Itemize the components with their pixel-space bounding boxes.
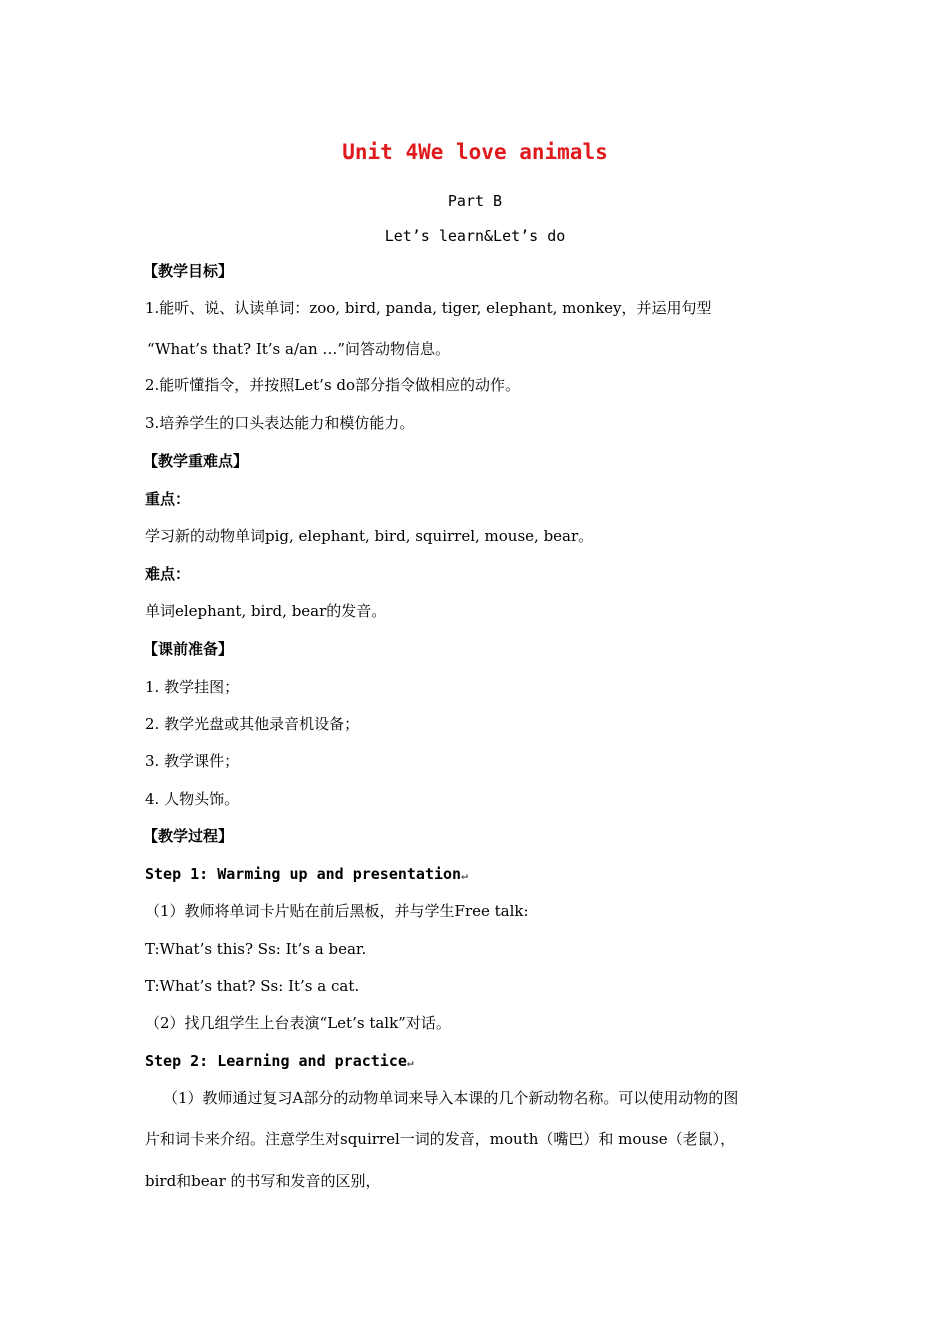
objective-1-line-1: 1.能听、说、认读单词：zoo, bird, panda, tiger, elephant, monkey，并运用句型 xyxy=(145,299,712,317)
step-2-title-text: Step 2: Learning and practice xyxy=(145,1052,407,1070)
difficulty-text: 单词elephant, bird, bear的发音。 xyxy=(145,602,387,620)
focus-label: 重点： xyxy=(145,490,191,508)
step-2-paragraph-1-line-3: bird和bear 的书写和发音的区别， xyxy=(145,1172,381,1190)
objective-1-line-2: “What’s that? It’s a/an …”问答动物信息。 xyxy=(147,340,451,358)
lesson-subtitle: Let’s learn&Let’s do xyxy=(384,227,566,245)
objective-3: 3.培养学生的口头表达能力和模仿能力。 xyxy=(145,414,415,432)
step-2-paragraph-1-line-2: 片和词卡来介绍。注意学生对squirrel一词的发音，mouth（嘴巴）和 mouse（老鼠）， xyxy=(145,1130,736,1148)
objectives-heading: 【教学目标】 xyxy=(143,262,234,280)
difficulty-label: 难点： xyxy=(145,565,191,583)
paragraph-mark-icon: ↵ xyxy=(406,1056,414,1069)
preparation-item-4: 4. 人物头饰。 xyxy=(145,790,240,808)
preparation-item-1: 1. 教学挂图； xyxy=(145,678,240,696)
step-2-paragraph-1-line-1: （1）教师通过复习A部分的动物单词来导入本课的几个新动物名称。可以使用动物的图 xyxy=(163,1089,739,1107)
step-1-title xyxy=(145,864,468,886)
preparation-heading: 【课前准备】 xyxy=(143,640,234,658)
key-points-heading: 【教学重难点】 xyxy=(143,452,249,470)
step-1-paragraph-1: （1）教师将单词卡片贴在前后黑板，并与学生Free talk: xyxy=(145,902,529,920)
part-label: Part B xyxy=(447,192,503,210)
preparation-item-2: 2. 教学光盘或其他录音机设备； xyxy=(145,715,360,733)
preparation-item-3: 3. 教学课件； xyxy=(145,752,240,770)
focus-text: 学习新的动物单词pig, elephant, bird, squirrel, mouse, bear。 xyxy=(145,527,594,545)
step-1-paragraph-2: （2）找几组学生上台表演“Let’s talk”对话。 xyxy=(145,1014,451,1032)
step-2-title xyxy=(145,1051,414,1073)
step-1-dialogue-2: T:What’s that? Ss: It’s a cat. xyxy=(145,977,360,995)
objective-2: 2.能听懂指令，并按照Let’s do部分指令做相应的动作。 xyxy=(145,376,521,394)
process-heading: 【教学过程】 xyxy=(143,827,234,845)
step-1-title-text: Step 1: Warming up and presentation xyxy=(145,865,462,883)
paragraph-mark-icon: ↵ xyxy=(461,869,468,882)
step-1-dialogue-1: T:What’s this? Ss: It’s a bear. xyxy=(145,940,367,958)
document-title: Unit 4We love animals xyxy=(342,140,608,164)
